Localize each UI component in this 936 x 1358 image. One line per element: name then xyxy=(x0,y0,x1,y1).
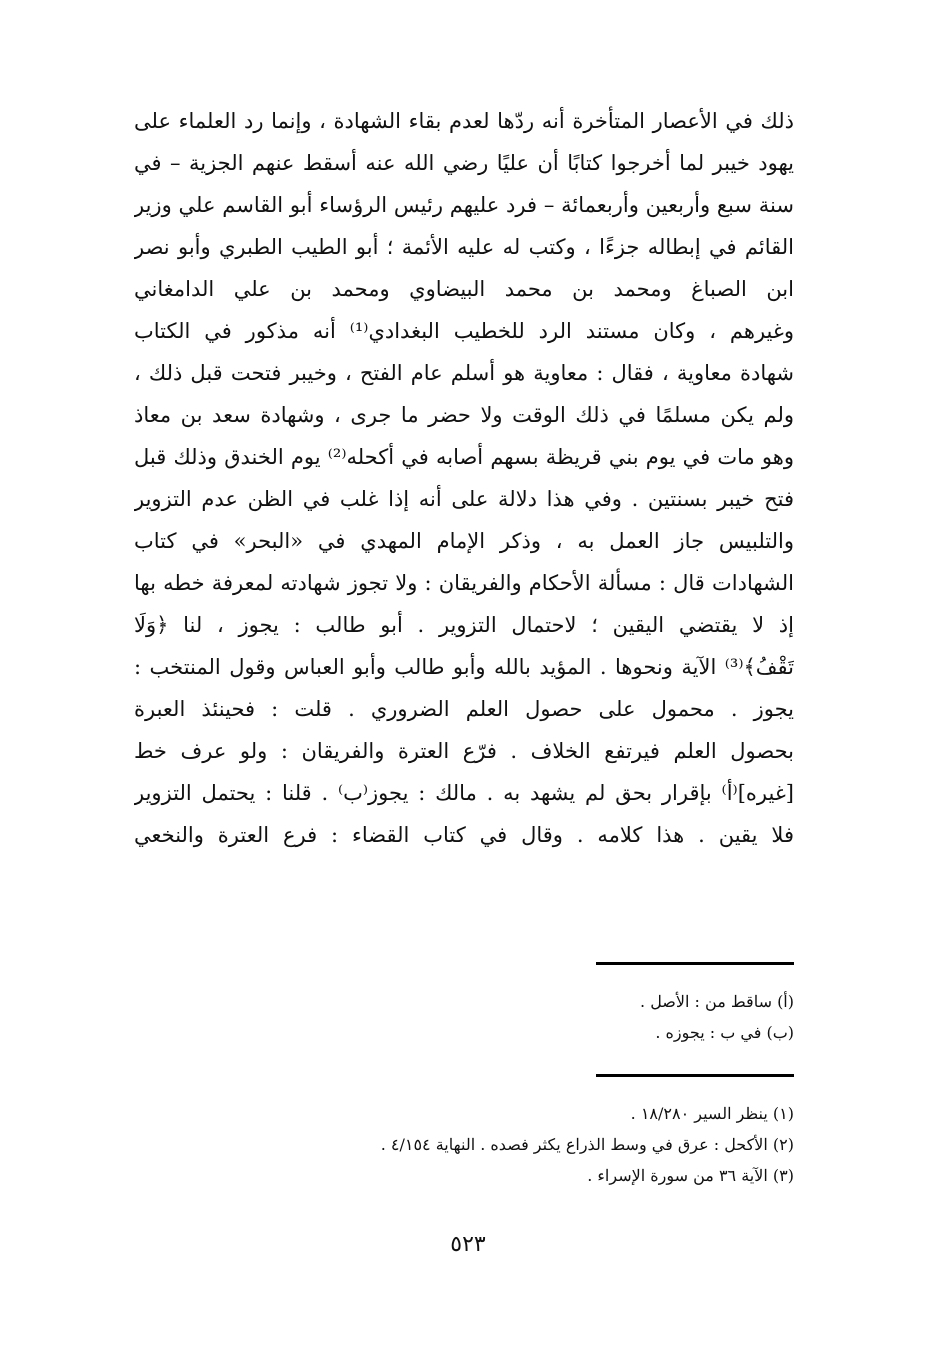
text-line: إذ لا يقتضي اليقين ؛ لاحتمال التزوير . أبو طالب : يجوز ، لنا ﴿وَلَا xyxy=(134,613,794,637)
text-line: فلا يقين . هذا كلامه . وقال في كتاب القضاء : فرع العترة والنخعي xyxy=(134,823,794,847)
footnotes-divider xyxy=(596,1074,794,1077)
variant-notes-divider xyxy=(596,962,794,965)
main-text xyxy=(134,100,794,856)
text-line: شهادة معاوية ، فقال : معاوية هو أسلم عام الفتح ، وخيبر فتحت قبل ذلك ، xyxy=(134,361,794,385)
text-line: يهود خيبر لما أخرجوا كتابًا أن عليًا رضي الله عنه أسقط عنهم الجزية – في xyxy=(134,151,794,175)
text-line: ذلك في الأعصار المتأخرة أنه ردّها لعدم بقاء الشهادة ، وإنما رد العلماء على xyxy=(134,109,794,133)
text-line: ولم يكن مسلمًا في ذلك الوقت ولا حضر ما جرى ، وشهادة سعد بن معاذ xyxy=(134,403,794,427)
footnote: (٣) الآية ٣٦ من سورة الإسراء . xyxy=(587,1166,794,1185)
page-number: ٥٢٣ xyxy=(450,1232,486,1257)
variant-note: (ب) في ب : يجوزه . xyxy=(655,1023,794,1042)
text-line: والتلبيس جاز العمل به ، وذكر الإمام المهدي في «البحر» في كتاب xyxy=(134,529,794,553)
text-line: يجوز . محمول على حصول العلم الضروري . قلت : فحينئذ العبرة xyxy=(134,697,794,721)
text-line: ابن الصباغ ومحمد بن محمد البيضاوي ومحمد بن علي الدامغاني xyxy=(134,277,794,301)
text-line: القائم في إبطاله جزءًا ، وكتب له عليه الأئمة ؛ أبو الطيب الطبري وأبو نصر xyxy=(134,235,794,259)
text-line: فتح خيبر بسنتين . وفي هذا دلالة على أنه إذا غلب في الظن عدم التزوير xyxy=(134,487,794,511)
text-line: الشهادات قال : مسألة الأحكام والفريقان : ولا تجوز شهادته لمعرفة خطه بها xyxy=(134,571,794,595)
variant-note: (أ) ساقط من : الأصل . xyxy=(640,992,794,1011)
footnotes xyxy=(381,1098,794,1191)
text-line: سنة سبع وأربعين وأربعمائة – فرد عليهم رئيس الرؤساء أبو القاسم علي وزير xyxy=(134,193,794,217)
footnote: (١) ينظر السير ١٨/٢٨٠ . xyxy=(630,1104,794,1123)
text-line: [غيره]⁽أ⁾ بإقرار بحق لم يشهد به . مالك : يجوز⁽ب⁾ . قلنا : يحتمل التزوير xyxy=(134,781,794,805)
text-line: تَقْفُ﴾⁽³⁾ الآية ونحوها . المؤيد بالله وأبو طالب وأبو العباس وقول المنتخب : xyxy=(134,655,794,679)
variant-notes xyxy=(640,986,794,1048)
text-line: وغيرهم ، وكان مستند الرد للخطيب البغدادي⁽¹⁾ أنه مذكور في الكتاب xyxy=(134,319,794,343)
footnote: (٢) الأكحل : عرق في وسط الذراع يكثر فصده . النهاية ٤/١٥٤ . xyxy=(380,1135,794,1154)
text-line: وهو مات في يوم بني قريظة بسهم أصابه في أكحله⁽²⁾ يوم الخندق وذلك قبل xyxy=(134,445,794,469)
text-line: بحصول العلم فيرتفع الخلاف . فرّع العترة والفريقان : ولو عرف خط xyxy=(134,739,794,763)
